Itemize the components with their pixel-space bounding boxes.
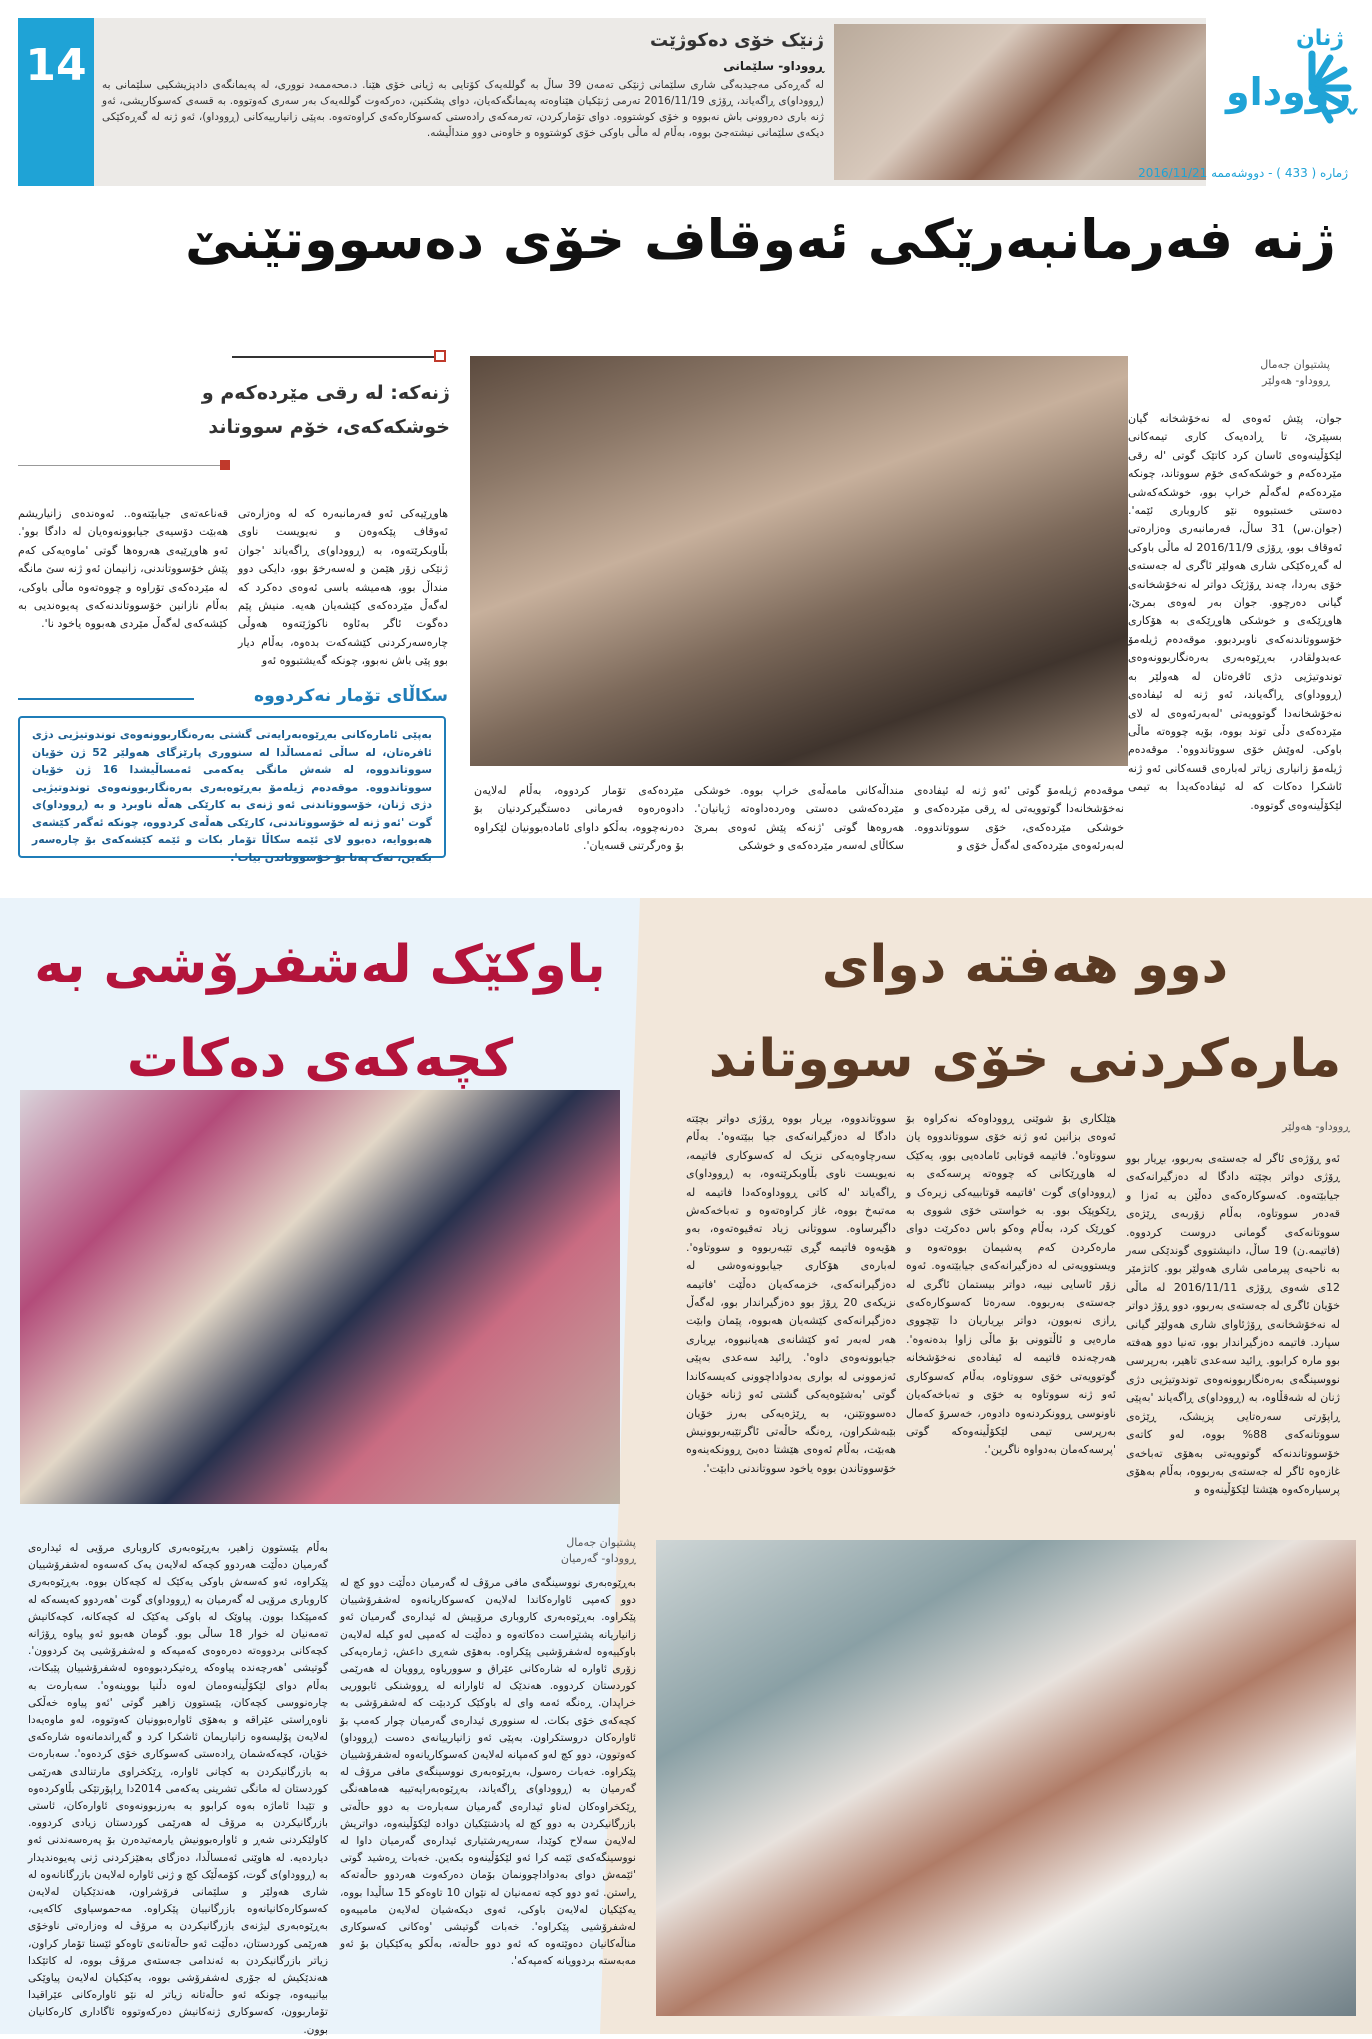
author-location: ڕووداو- هەولێر [1262,374,1330,387]
quote-divider [232,356,446,358]
story2-byline: ڕووداو- هەولێر [1282,1120,1350,1133]
sidebar-box-title: سکاڵای تۆمار نەکردووە [254,686,448,706]
teaser-body: لە گەڕەکی مەجیدبەگی شاری سلێمانی ژنێکی تەمەن 39 ساڵ بە گوللەیەک کۆتایی بە ژیانی خۆی هێنا. د.محەممەد نووری، لە پەیمانگەی دادپزیشکیی سلێمانی بە (ڕووداو)ی ڕاگەیاند، ڕۆژی 2016/11/19 تەرمی ژنێکیان هێناوەتە پەیمانگەکەیان، دوای پشکنین، دەرکەوت گوللەیەک بەر سەری کەوتووە. بە قسەی کەسوکاریشی، ئەو ژنە باری دەروونی باش نەبووە و خۆی کوشتووە. دوای تۆمارکردن، تەرمەکەی رادەستی کەسوکارەکەی کراوەتەوە. بەپێی زانیارییەکانی (ڕووداو)، ئەو ژنە لە گەڕەکێکی دیکەی سلێمانی نیشتەجێ بووە، بەڵام لە ماڵی باوکی خۆی کوشتووە و خاوەنی دوو منداڵیشە. [102,79,825,139]
story2-column-1: ئەو ڕۆژەی ئاگر لە جەستەی بەربوو، بڕیار بوو ڕۆژی دواتر بچێتە دادگا لە دەزگیرانەکەی جیابێتەوە. کەسوکارەکەی دەڵێن بە ئەزا و قەدەر سووتاوە، بەڵام زۆربەی ڕێژەی سووتانەکەی گومانی دروست کردووە. (فاتیمە.ن) 19 ساڵ، دانیشتووی گوندێکی سەر بە ناحیەی پیرمامی شاری هەولێر بوو. کاتژمێر 12ی شەوی ڕۆژی 2016/11/11 لە ماڵی خۆیان ئاگری لە جەستەی بەربوو، دوو ڕۆژ دواتر لە نەخۆشخانەی ڕۆژئاوای شاری هەولێر گیانی سپارد. فاتیمە دەزگیراندار بوو، تەنیا دوو هەفتە بوو مارە کرابوو. ڕائید سەعدی تاهیر، بەرپرسی نووسینگەی بەرەنگاربوونەوەی توندوتیژیی دژی ژنان لە شەقڵاوە، بە (ڕووداو)ی ڕاگەیاند 'بەپێی ڕاپۆرتی سەرەتایی پزیشک، ڕێژەی سووتانەکەی 88% بووە، لەو کاتەی خۆسووتاندنەکە گوتوویەتی بەهۆی تەباخەی غازەوە ئاگر لە جەستەی بەربووە، بەڵام بەهۆی پرسیارەکەوە هێشتا لێکۆڵینەوە و [1126,1152,1341,1497]
quote-divider-bottom [18,465,220,466]
author-location: ڕووداو- گەرمیان [560,1552,636,1565]
author-name: پشتیوان جەمال [566,1536,636,1549]
story1-photo [470,356,1128,766]
teaser-author: ڕووداو- سلێمانی [723,59,824,73]
story2-headline: دوو هەفتە دوای مارەکردنی خۆی سووتاند [708,935,1342,1089]
author-name: پشتیوان جەمال [1260,358,1330,371]
story3-headline: باوکێک لەشفرۆشی بە کچەکەی دەکات [34,935,606,1089]
main-headline: ژنە فەرمانبەرێکی ئەوقاف خۆی دەسووتێنێ [184,208,1336,271]
story2-column-3: سووتاندووە، بڕیار بووە ڕۆژی دواتر بچێتە دادگا لە دەزگیرانەکەی جیا ببێتەوە'. بەڵام سەرچاوەیەکی نزیک لە کەسوکاری فاتیمە، نەیویست ناوی بڵاوبکرێتەوە، بە (ڕووداو)ی ڕاگەیاند 'لە کاتی ڕووداوەکەدا فاتیمە لە مەتبەخ بووە، غاز کراوەتەوە و تەباخەکەش داگیرساوە. سووتانی زیاد تەقیوەتەوە، بەو هۆیەوە فاتیمە گڕی تێبەربووە و سووتاوە'. لەبارەی هۆکاری جیابوونەوەشی لە دەزگیرانەکەی، خزمەکەیان دەڵێت 'فاتیمە نزیکەی 20 ڕۆژ بوو دەزگیراندار بوو، لەگەڵ دەزگیرانەکەی کێشەیان هەبووە، پێمان وابێت هەر لەبەر ئەو کێشانەی هەیانبووە، بڕیاری جیابوونەوەی داوە'. ڕائید سەعدی بەپێی ئەزموونی لە بواری بەدواداچوونی کەیسەکاندا گوتی 'بەشێوەیەکی گشتی ئەو ژنانە خۆیان دەسووتێنن، بە ڕێژەیەکی بەرز خۆیان بێبەشکراون، ڕەنگە حاڵەتی ئاگرتێبەربوونیش هەبێت، بەڵام ئەوەی هێشتا دەبێ ڕوونکەینەوە خۆسووتاندن بووە یاخود سووتاندنی دابێت'. [686,1112,896,1475]
quote-square-icon [434,350,446,362]
story3-column-1: بەڕێوەبەری نووسینگەی مافی مرۆڤ لە گەرمیان دەڵێت دوو کچ لە دوو کەمپی ئاوارەکاندا لەلایەن کەسوکاریانەوە لەشفرۆشییان پێکراوە. بەڕێوەبەری کاروباری مرۆییش لە ئیدارەی گەرمیان ئەو زانیاریانە پشتڕاست دەکاتەوە و دەڵێت لە کەمپی لەو کیلە لەلایەن باوکییەوە لەشفرۆشیی پێکراوە. بەهۆی شەڕی داعش، ژمارەیەکی زۆری ئاوارە لە شارەکانی عێراق و سووریاوە ڕوویان لە هەرێمی کوردستان کردووە. هەندێک لە ئاوارانە لە ڕووشنکی ئابووریی خراپدان. ڕەنگە ئەمە وای لە باوکێک کردبێت کە لەشفرۆشی بە کچەکەی خۆی بکات. لە سنووری ئیدارەی گەرمیان چوار کەمپ بۆ ئاوارەکان دروستکراون. بەپێی ئەو زانیارییانەی دەست (ڕووداو) کەوتوون، دوو کچ لەو کەمپانە لەلایەن کەسوکاریانەوە لەشفرۆشییان پێکراوە. خەبات رەسول، بەڕێوەبەری نووسینگەی مافی مرۆڤ لە گەرمیان بە (ڕووداو)ی ڕاگەیاند، بەڕێوەبەرایەتییە هەماهەنگی ڕێکخراوەکان لەناو ئیدارەی گەرمیان سەبارەت بە دوو حاڵەتی بازرگانیکردن بە دوو کچ لە پادشتێکیان دوادە لێکۆڵینەوە، دواتریش لەلایەن سەلاح کوێدا، سەرپەرشتیاری ئیدارەی گەرمیان داوا لە نووسینگەکەی ئێمە کرا ئەو لێکۆڵینەوە بکەین. خەبات ڕەشید گوتی 'ئێمەش دوای بەدواداچوونمان بۆمان دەرکەوت هەردوو حاڵەتەکە ڕاستن. ئەو دوو کچە تەمەنیان لە نێوان 10 تاوەکو 15 ساڵیدا بووە، یەکێکیان لەلایەن باوکی، ئەوی دیکەشیان لەلایەن مامییەوە لەشفرۆشیی پێکراوە'. خەبات گوتیشی 'وەکانی کەسوکاری مناڵەکانیان دەوێتەوە کە ئەو دوو حاڵەتە، بەڵکو یەکێکیان بۆ ئەو مەبەستە بردوویانە کەمپەکە'. [340,1577,637,1968]
teaser-box [94,18,1206,186]
quote-bullet-icon [220,460,230,470]
masthead [1138,18,1356,186]
pull-quote: ژنەکە: لە رقی مێردەکەم و خوشکەکەی، خۆم سووتاند [201,382,450,438]
teaser-text [102,26,830,178]
issue-info: ژمارە ( 433 ) - دووشەممە 2016/11/21 [1138,166,1348,180]
sidebar-box: بەپێی ئامارەکانی بەڕێوەبەرایەتی گشتی بەرەنگاربوونەوەی توندوتیژیی دژی ئافرەتان، لە ساڵی ئەمساڵدا لە سنووری پارێزگای هەولێر 52 ژن خۆیان سووتاندووە، لە شەش مانگی یەکەمی ئەمساڵیشدا 16 ژن خۆیان سووتاندووە. موقەدەم ژیلەمۆ بەڕێوەبەری بەرەنگاربوونەوەی توندوتیژیی دژی ژنان، خۆسووتاندنی ئەو ژنەی بە کارێکی هەڵە ناوبرد و بە (ڕووداو)ی گوت 'ئەو ژنە لە خۆسووتاندنی، کارێکی هەڵەی کردووە، چونکە ئەگەر کێشەی هەبووایە، دەبوو لای ئێمە سکاڵا تۆمار بکات و ئێمە کێشەکەی بۆ چارەسەر بکەین، نەک پەنا بۆ خۆسووتاندن بیات'. [18,716,446,858]
logo-wordmark: ڕووداو [1226,70,1356,114]
story1-column-2: موقەدەم ژیلەمۆ گوتی 'ئەو ژنە لە ئیفادەی نەخۆشخانەدا گوتوویەتی لە ڕقی مێردەکەی و خوشکی مێردەکەی، خۆی سووتاندووە. لەبەرئەوەی مێردەکەی لەگەڵ خۆی و [914,784,1124,853]
story3-byline [460,1535,636,1567]
story3-column-2: بەڵام یێستوون زاهیر، بەڕێوەبەری کاروباری مرۆیی لە ئیدارەی گەرمیان دەڵێت هەردوو کچەکە لەلایەن یەک کەسەوە لەشفرۆشییان پێکراوە، ئەو کەسەش باوکی یەکێک لە کچەکان بووە. بەڕێوەبەری کاروباری مرۆیی لە گەرمیان بە (ڕووداو)ی گوت 'هەردوو کەیسەکە لە کەمپێکدا بوون. پیاوێک لە باوکی یەکێک لە کچەکانە، کچەکانیش تەمەنیان لە خوار 18 ساڵی بوو. گومان هەبوو ئەو پیاوە ڕۆژانە کچەکانی بردووەتە دەرەوەی کەمپەکە و لەشفرۆشیی پێ کردوون'. گوتیشی 'هەرچەندە پیاوەکە ڕەتیکردبووەوە لەشفرۆشییان پێبکات، بەڵام دوای لێکۆڵینەوەمان لەوە دڵنیا بووینەوە'. سەبارەت بە چارەنووسی کچەکان، یێستوون زاهیر گوتی 'ئەو پیاوە خەڵکی ناوەڕاستی عێراقە و بەهۆی ئاوارەبوونیان کەوتووە، لەو ماوەیەدا لەلایەن پۆلیسەوە زانیاریمان ئاشکرا کرد و گەڕاندمانەوە شارەکەی خۆیان، کچەکەشمان ڕادەستی کەسوکاری خۆی کردەوە'. سەبارەت بە بازرگانیکردن بە کچانی ئاوارە، ڕێکخراوی مارتنالدی هەرێمی کوردستان لە مانگی تشرینی یەکەمی 2014دا ڕاپۆرتێکی بڵاوکردەوە و تێیدا ئاماژە بەوە کرابوو بە بەرزبوونەوەی ئاوارەکان، ئاستی بازرگانیکردن بە مرۆڤ لە هەرێمی کوردستان زیادی کردووە. کاولێکردنی شەڕ و ئاوارەبوونیش یارمەتیدەرن بۆ پەرەسەندنی ئەو دیاردەیە. لە هاوێنی ئەمساڵدا، دەزگای بەهێزکردنی ژنی پەیوەندیدار بە (ڕووداو)ی گوت، کۆمەڵێک کچ و ژنی ئاوارە لەلایەن بازرگانانەوە لە شاری هەولێر و سلێمانی فرۆشراون، هەندێکیان لەلایەن کەسوکارەکانیانەوە بازرگانییان پێکراوە. مەحموسیاوی کاکەیی، بەڕێوەبەری لیژنەی بازرگانیکردن بە مرۆڤ لە وەزارەتی ناوخۆی هەرێمی کوردستان، دەڵێت ئەو حاڵەتانەی تاوەکو ئێستا تۆمار کراون، زیاتر بازرگانیکردن بە ئەندامی جەستەی مرۆڤ بووە، لە کاتێکدا هەندێکیش لە جۆری لەشفرۆشی بووە، یەکێکیان لەلایەن پیاوێکی بیانییەوە، چونکە ئەو حاڵەتانە زیاتر لە نێو ئاوارەکانی عێراقیدا تۆماربوون، کەسوکاری ژنەکانیش دەرکەوتووە ئاگاداری کارەکانیان بوون. [28,1542,329,2036]
story1-column-4: مێردەکەی تۆمار کردووە، بەڵام لەلایەن دادوەرەوە فەرمانی دەستگیرکردنیان بۆ دەرنەچووە، بەڵکو داوای ئامادەبوونیان لێکراوە بۆ وەرگرتنی قسەیان'. [474,784,684,853]
page-header [18,18,1354,186]
story1-column-3: منداڵەکانی مامەڵەی خراپ بووە. خوشکی مێردەکەشی دەستی وەردەداوەتە ژیانیان'. هەروەها گوتی 'ژنەکە پێش ئەوەی بمرێ سکاڵای لەسەر مێردەکەی و خوشکی [694,784,904,853]
story1-column-1: جوان، پێش ئەوەی لە نەخۆشخانە گیان بسپێرێ، تا ڕادەیەک کاری تیمەکانی لێکۆڵینەوەی ئاسان کرد کاتێک گوتی 'لە رقی مێردەکەم و خوشکەکەی خۆم سووتاند، چونکە مێردەکەم لەگەڵم خراپ بوو، خوشکەکەشی دەستی خستبووە نێو کاروباری ئێمە'. (جوان.س) 31 ساڵ، فەرمانبەری وەزارەتی ئەوقاف بوو، ڕۆژی 2016/11/9 لە ماڵی باوکی لە گەڕەکێکی شاری هەولێر ئاگری لە جەستەی خۆی بەردا، چەند ڕۆژێک دواتر لە نەخۆشخانەی گیانی دەرچوو. جوان بەر لەوەی بمرێ، هاوڕێکەی و خوشکی هاوڕێکەی بە هۆکاری خۆسووتاندنەکەی ناوبردبوو. موقەدەم ژیلەمۆ عەبدولقادر، بەڕێوەبەری بەرەنگاربوونەوەی توندوتیژیی دژی ئافرەتان لە هەولێر بە (ڕووداو)ی ڕاگەیاند، ئەو ژنە لە ئیفادەی نەخۆشخانەدا گوتوویەتی 'لەبەرئەوەی لە لای مێردەکەی دڵی توند بووە، بۆیە چووەتە ماڵی باوکی. لەوێش خۆی سووتاندووە'. موقەدەم ژیلەمۆ زانیاری زیاتر لەبارەی قسەکانی ئەو ژنە ئاشکرا دەکات کە لە ئیفادەکەیدا بە تیمی لێکۆڵینەوەی گوتووە. [1128,412,1342,812]
sidebar-box-rule [18,698,194,700]
section-name: ژنان [1296,26,1344,51]
story2-column-2: هێلکاری بۆ شوێنی ڕووداوەکە نەکراوە بۆ ئەوەی بزانین ئەو ژنە خۆی سووتاندووە یان سووتاوە'. فاتیمە قوتابی ئامادەیی بوو، یەکێک لە هاوڕێکانی کە چووەتە پرسەکەی بە (ڕووداو)ی گوت 'فاتیمە قوتابییەکی زیرەک و ڕێکوپێک بوو. بە خواستی خۆی شووی بە کوڕێک کرد، بەڵام وەکو باس دەکرێت دوای مارەکردن کەم پەشیمان بووەتەوە و ویستوویەتی لە دەزگیرانەکەی جیابێتەوە. ئەوە زۆر ئاسایی نییە، دواتر بیستمان ئاگری لە جەستەی بەربووە. سەرەتا کەسوکارەکەی ڕازی نەبوون، دواتر بڕیاریان دا تێچووی مارەیی و ئاڵتوونی بۆ ماڵی زاوا بدەنەوە'. هەرچەندە فاتیمە لە ئیفادەی نەخۆشخانە گوتوویەتی خۆی سووتاوە، بەڵام کەسوکاری ئەو ژنە سووتاوە بە خۆی و تەباخەکەیان ناونوسی ڕوونکردنەوە دادوەر، خەسرۆ کەمال بەرپرسی تیمی لێکۆڵینەوەکە گوتی 'پرسەکەمان بەدواوە ناگرین'. [906,1112,1116,1457]
story2-photo [656,1540,1356,2016]
story3-photo [20,1090,620,1504]
teaser-title: ژنێک خۆی دەکوژێت [650,30,824,51]
story1-column-5: هاوڕێیەکی ئەو فەرمانبەرە کە لە وەزارەتی ئەوقاف پێکەوەن و نەیویست ناوی بڵاوبکرێتەوە، بە (ڕووداو)ی ڕاگەیاند 'جوان ژنێکی زۆر هێمن و لەسەرخۆ بوو، دایکی دوو منداڵ بوو، هەمیشە باسی ئەوەی دەکرد کە لەگەڵ مێردەکەی کێشەیان هەیە. منیش پێم دەگوت ئاگر بەئاوە ناکوژێتەوە هەوڵی چارەسەرکردنی کێشەکەت بدەوە، بەڵام دیار بوو پێی باش نەبوو، چونکە گەیشتبووە ئەو [238,507,448,668]
story1-byline [1150,357,1330,389]
page-number: 14 [18,18,94,186]
story1-column-6: قەناعەتەی جیابێتەوە.. ئەوەندەی زانیاریشم هەبێت دۆسیەی جیابوونەوەیان لە دادگا بوو'. ئەو هاوڕێیەی هەروەها گوتی 'ماوەیەکی کەم پێش خۆسووتاندنی، زانیمان ئەو ژنە سێ مانگە لە مێردەکەی تۆراوە و چووەتەوە ماڵی باوکی، بەڵام نازانین خۆسووتاندنەکەی پەیوەندیی بە کێشەکەی لەگەڵ مێردی هەبووە یاخود نا'. [18,507,228,631]
teaser-photo [834,24,1210,180]
